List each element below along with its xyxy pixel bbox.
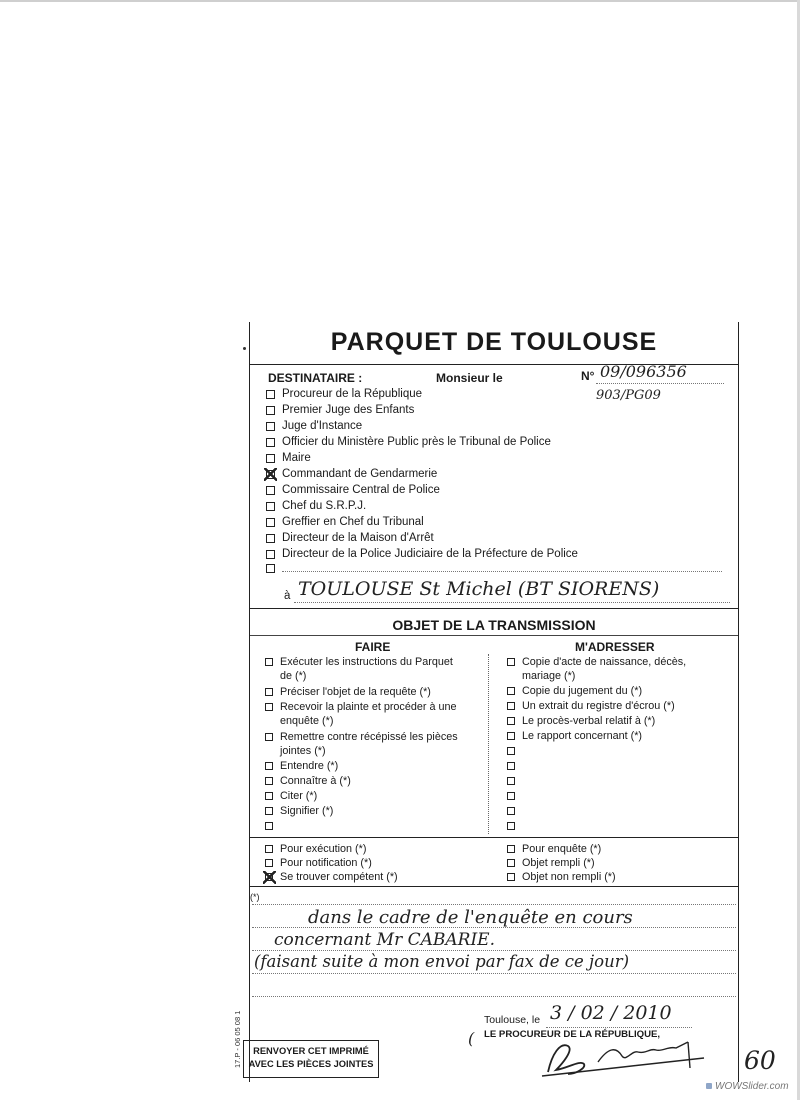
checkbox-icon[interactable] xyxy=(266,550,275,559)
note-line-3 xyxy=(252,950,736,951)
checkbox-icon[interactable] xyxy=(507,777,515,785)
checkbox-icon[interactable] xyxy=(507,845,515,853)
faire-item-label: Exécuter les instructions du Parquet xyxy=(280,656,453,668)
checkbox-icon[interactable] xyxy=(507,687,515,695)
purpose-right-item-label: Objet rempli (*) xyxy=(522,857,595,869)
recipient-item[interactable] xyxy=(266,404,414,416)
checkbox-icon[interactable] xyxy=(507,807,515,815)
recipient-item[interactable] xyxy=(266,548,578,560)
checkbox-icon[interactable] xyxy=(507,717,515,725)
recipient-item[interactable] xyxy=(266,452,311,464)
numero-label: N° xyxy=(581,369,595,383)
recipient-item[interactable] xyxy=(266,532,434,544)
faire-item-label: jointes (*) xyxy=(280,745,326,757)
faire-item-label: de (*) xyxy=(280,670,307,682)
adresser-item-label: Copie du jugement du (*) xyxy=(522,685,643,697)
monsieur-label: Monsieur le xyxy=(436,371,503,385)
recipient-item[interactable] xyxy=(266,388,422,400)
checkbox-icon[interactable] xyxy=(507,747,515,755)
checkbox-icon[interactable] xyxy=(265,859,273,867)
checkbox-icon[interactable] xyxy=(266,422,275,431)
faire-item-label: Entendre (*) xyxy=(280,760,339,772)
recipient-label: Chef du S.R.P.J. xyxy=(282,500,367,512)
checkbox-icon[interactable] xyxy=(266,454,275,463)
checkbox-icon[interactable] xyxy=(507,762,515,770)
watermark xyxy=(706,1081,789,1092)
checkbox-icon[interactable] xyxy=(507,822,515,830)
date-line xyxy=(546,1027,692,1028)
signature-tick: ( xyxy=(468,1029,475,1048)
watermark-text: WOWSlider.com xyxy=(715,1081,789,1092)
note-line-4 xyxy=(252,973,736,974)
recipient-label: Juge d'Instance xyxy=(282,420,363,432)
recipient-label: Officier du Ministère Public près le Tribunal de Police xyxy=(282,436,551,448)
note-text-1: dans le cadre de l'enquête en cours xyxy=(308,907,633,928)
recipient-item[interactable] xyxy=(266,468,437,480)
destination-value[interactable]: TOULOUSE St Michel (BT SIORENS) xyxy=(298,578,660,600)
note-text-2: concernant Mr CABARIE. xyxy=(274,930,495,950)
checkbox-icon[interactable] xyxy=(507,702,515,710)
recipient-label: Maire xyxy=(282,452,311,464)
form-code: 17.P - 06 05 08 1 xyxy=(233,1010,242,1068)
adresser-item-label: Copie d'acte de naissance, décès, xyxy=(522,656,687,668)
section-rule-2 xyxy=(250,837,738,838)
checkbox-icon[interactable] xyxy=(507,859,515,867)
checkbox-icon[interactable] xyxy=(507,732,515,740)
transmission-rule xyxy=(250,635,738,636)
recipient-item[interactable] xyxy=(266,516,424,528)
faire-item-label: Recevoir la plainte et procéder à une xyxy=(280,701,457,713)
checkbox-icon[interactable] xyxy=(507,873,515,881)
purpose-left-item-label: Se trouver compétent (*) xyxy=(280,871,398,883)
checkbox-icon[interactable] xyxy=(265,822,273,830)
note-line-1 xyxy=(252,904,736,905)
checkbox-icon[interactable] xyxy=(265,688,273,696)
return-instruction-box xyxy=(243,1040,379,1078)
checkbox-icon[interactable] xyxy=(266,438,275,447)
checkbox-icon[interactable] xyxy=(266,564,275,573)
return-line-1: RENVOYER CET IMPRIMÉ xyxy=(253,1046,369,1056)
watermark-logo-icon xyxy=(706,1083,712,1089)
checkbox-icon[interactable] xyxy=(265,762,273,770)
recipient-item[interactable] xyxy=(266,500,366,512)
checkbox-icon[interactable] xyxy=(507,792,515,800)
purpose-right-item-label: Objet non rempli (*) xyxy=(522,871,616,883)
faire-item-label: Connaître à (*) xyxy=(280,775,351,787)
checkbox-icon[interactable] xyxy=(266,470,275,479)
scan-top-edge xyxy=(0,0,800,2)
blank-recipient-line xyxy=(282,571,722,572)
checkbox-icon[interactable] xyxy=(265,703,273,711)
checkbox-icon[interactable] xyxy=(266,486,275,495)
recipient-label: Commandant de Gendarmerie xyxy=(282,468,438,480)
destination-prefix: à xyxy=(284,590,291,602)
checkbox-icon[interactable] xyxy=(265,845,273,853)
page-number-bar xyxy=(738,1042,739,1074)
return-line-2: AVEC LES PIÈCES JOINTES xyxy=(248,1059,374,1069)
recipient-label: Premier Juge des Enfants xyxy=(282,404,415,416)
checkbox-icon[interactable] xyxy=(266,406,275,415)
purpose-right-item-label: Pour enquête (*) xyxy=(522,843,602,855)
recipient-item[interactable] xyxy=(266,420,362,432)
faire-item-label: Signifier (*) xyxy=(280,805,334,817)
destination-line xyxy=(294,602,730,603)
margin-dot xyxy=(243,347,246,350)
place-label: Toulouse, le xyxy=(484,1014,541,1026)
recipient-item[interactable] xyxy=(266,436,551,448)
signatory-label: LE PROCUREUR DE LA RÉPUBLIQUE, xyxy=(484,1029,661,1040)
checkbox-icon[interactable] xyxy=(507,658,515,666)
recipient-label: Directeur de la Police Judiciaire de la Préfecture de Police xyxy=(282,548,578,560)
note-line-5 xyxy=(252,996,736,997)
recipient-item[interactable] xyxy=(266,484,440,496)
faire-item-label: enquête (*) xyxy=(280,715,334,727)
checkbox-icon[interactable] xyxy=(265,658,273,666)
checkbox-icon[interactable] xyxy=(266,534,275,543)
checkbox-icon[interactable] xyxy=(265,777,273,785)
recipient-label: Procureur de la République xyxy=(282,388,423,400)
adresser-item-label: Le procès-verbal relatif à (*) xyxy=(522,715,656,727)
transmission-form xyxy=(249,322,739,1082)
checkbox-icon[interactable] xyxy=(265,873,273,881)
adresser-item-label: Le rapport concernant (*) xyxy=(522,730,643,742)
recipient-label: Commissaire Central de Police xyxy=(282,484,440,496)
recipient-item[interactable] xyxy=(266,564,722,573)
date-value: 3 / 02 / 2010 xyxy=(550,1002,672,1024)
checkbox-icon[interactable] xyxy=(265,733,273,741)
column-separator xyxy=(488,654,489,834)
page-number: 60 xyxy=(744,1046,776,1075)
note-text-3: (faisant suite à mon envoi par fax de ce jour) xyxy=(254,952,630,971)
numero-line xyxy=(596,383,724,384)
destinataire-label: DESTINATAIRE : xyxy=(268,371,363,385)
checkbox-icon[interactable] xyxy=(265,807,273,815)
adresser-header: M'ADRESSER xyxy=(575,640,655,654)
transmission-title: OBJET DE LA TRANSMISSION xyxy=(392,617,596,633)
notes-marker: (*) xyxy=(250,892,260,902)
section-rule-3 xyxy=(250,886,738,887)
purpose-left-item-label: Pour notification (*) xyxy=(280,857,372,869)
faire-item-label: Préciser l'objet de la requête (*) xyxy=(280,686,431,698)
signature-image xyxy=(538,1034,706,1080)
adresser-item-label: mariage (*) xyxy=(522,670,576,682)
purpose-left-item-label: Pour exécution (*) xyxy=(280,843,367,855)
faire-header: FAIRE xyxy=(355,640,391,654)
checkbox-icon[interactable] xyxy=(266,502,275,511)
faire-item-label: Citer (*) xyxy=(280,790,318,802)
section-rule-1 xyxy=(250,608,738,609)
numero-value: 09/096356 xyxy=(600,362,687,381)
faire-item-label: Remettre contre récépissé les pièces xyxy=(280,731,458,743)
checkbox-icon[interactable] xyxy=(266,518,275,527)
checkbox-icon[interactable] xyxy=(266,390,275,399)
recipient-label: Directeur de la Maison d'Arrêt xyxy=(282,532,434,544)
numero-reference: 903/PG09 xyxy=(596,388,661,403)
recipient-label: Greffier en Chef du Tribunal xyxy=(282,516,424,528)
adresser-item-label: Un extrait du registre d'écrou (*) xyxy=(522,700,675,712)
checkbox-icon[interactable] xyxy=(265,792,273,800)
form-title: PARQUET DE TOULOUSE xyxy=(330,328,658,356)
